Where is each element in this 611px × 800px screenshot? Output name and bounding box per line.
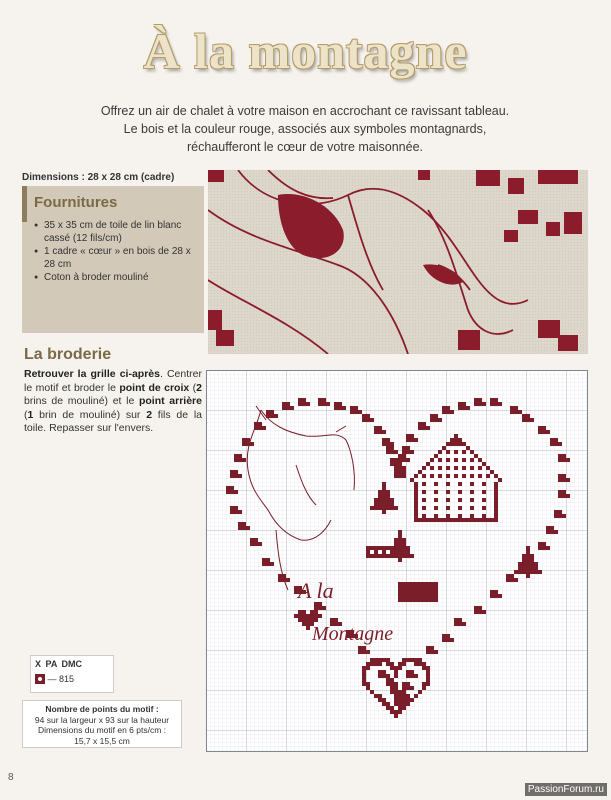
instruction-text: brin de mouliné) sur	[33, 408, 147, 421]
list-item: ● 35 x 35 cm de toile de lin blanc cassé (12 fils/cm)	[34, 219, 196, 245]
cross-stitch-chart-image	[206, 370, 588, 752]
instruction-bold: 2	[146, 408, 153, 421]
instruction-text: . Centrer le motif et broder le	[24, 368, 202, 394]
list-item: ● Coton à broder mouliné	[34, 271, 196, 284]
instruction-bold: point arrière	[138, 395, 202, 407]
instruction-bold: point de croix	[119, 381, 190, 394]
embroidery-photo-image	[208, 170, 588, 354]
stitch-count-title: Nombre de points du motif :	[45, 704, 159, 714]
fournitures-panel	[22, 186, 204, 333]
embroidery-photo	[208, 170, 588, 354]
legend-row	[35, 674, 74, 684]
stitch-count-line: 94 sur la largeur x 93 sur la hauteur	[34, 714, 170, 725]
instruction-text: brins de mouliné) et le	[24, 395, 139, 407]
intro-text	[60, 102, 550, 156]
fournitures-title: Fournitures	[34, 194, 118, 211]
instruction-text: (	[189, 381, 197, 394]
intro-line-2: Le bois et la couleur rouge, associés aux symboles montagnards,	[123, 122, 487, 136]
instruction-text: (	[24, 408, 28, 421]
list-item: ● 1 cadre « cœur » en bois de 28 x 28 cm	[34, 245, 196, 271]
instruction-bold: 2	[196, 381, 203, 394]
legend-row-text: — 815	[47, 674, 75, 684]
instruction-text: fils de la toile. Repasser sur l'envers.	[24, 408, 202, 434]
instruction-bold: Retrouver la grille ci-après	[24, 368, 160, 380]
dimensions-label: Dimensions : 28 x 28 cm (cadre)	[22, 172, 175, 183]
stitch-count-box	[22, 700, 182, 748]
stitch-count-line: 15,7 x 15,5 cm	[74, 735, 130, 746]
watermark-credit: PassionForum.ru	[525, 783, 607, 796]
broderie-title: La broderie	[24, 346, 112, 363]
legend-header: X PA DMC	[35, 659, 83, 669]
broderie-instructions	[24, 368, 202, 436]
intro-line-1: Offrez un air de chalet à votre maison en accrochant ce ravissant tableau.	[100, 104, 510, 118]
thread-swatch	[35, 674, 45, 684]
color-legend	[30, 655, 114, 693]
chart-text-line1: A la	[298, 578, 334, 603]
chart-text-line2: Montagne	[312, 623, 394, 645]
instruction-bold: 1	[27, 408, 34, 421]
page-number: 8	[8, 772, 14, 783]
page-title: À la montagne	[143, 23, 468, 79]
cross-stitch-chart	[206, 370, 588, 752]
stitch-count-line: Dimensions du motif en 6 pts/cm :	[37, 725, 167, 735]
fournitures-list	[30, 219, 196, 284]
intro-line-3: réchaufferont le cœur de votre maisonnée.	[186, 140, 423, 154]
